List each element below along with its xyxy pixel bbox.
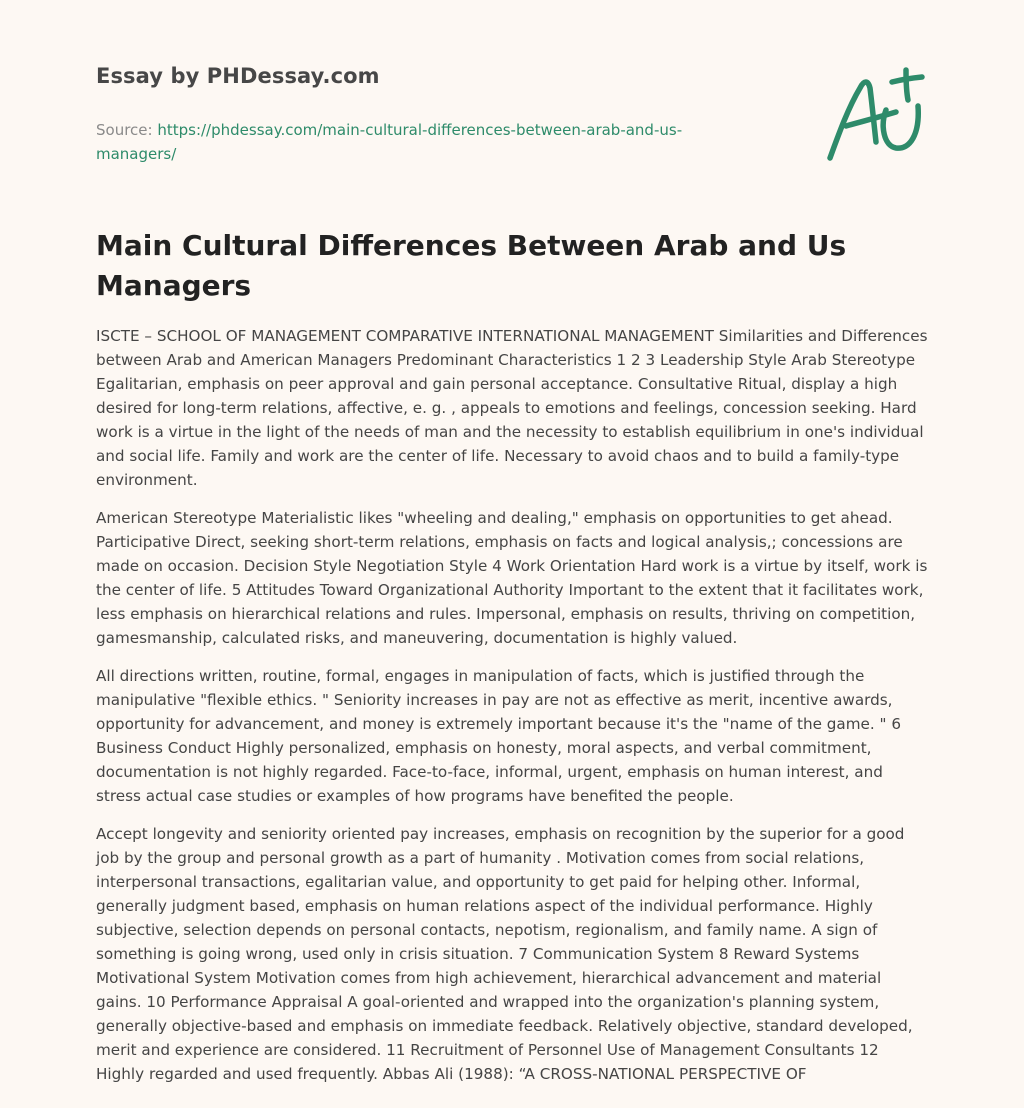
header: [96, 64, 736, 166]
source-link[interactable]: https://phdessay.com/main-cultural-differences-between-arab-and-us-managers/: [96, 121, 683, 163]
article-body: [96, 324, 928, 1100]
source-line: [96, 118, 736, 166]
paragraph: Accept longevity and seniority oriented pay increases, emphasis on recognition by the superior for a good job by the group and personal growth as a part of humanity . Motivation comes from social relations, interpersonal transactions, egalitarian value, and opportunity to get paid for helping other. Informal, generally judgment based, emphasis on human relations aspect of the individual performance. Highly subjective, selection depends on personal contacts, nepotism, regionalism, and family name. A sign of something is going wrong, used only in crisis situation. 7 Communication System 8 Reward Systems Motivational System Motivation comes from high achievement, hierarchical advancement and material gains. 10 Performance Appraisal A goal-oriented and wrapped into the organization's planning system, generally objective-based and emphasis on immediate feedback. Relatively objective, standard developed, merit and experience are considered. 11 Recruitment of Personnel Use of Management Consultants 12 Highly regarded and used frequently. Abbas Ali (1988): “A CROSS-NATIONAL PERSPECTIVE OF: [96, 825, 913, 1083]
a-plus-grade-icon: [820, 66, 930, 166]
article-title: Main Cultural Differences Between Arab and Us Managers: [96, 229, 847, 302]
paragraph: American Stereotype Materialistic likes "wheeling and dealing," emphasis on opportunities to get ahead. Participative Direct, seeking short-term relations, emphasis on facts and logical analysis,; concessions are made on occasion. Decision Style Negotiation Style 4 Work Orientation Hard work is a virtue by itself, work is the center of life. 5 Attitudes Toward Organizational Authority Important to the extent that it facilitates work, less emphasis on hierarchical relations and rules. Impersonal, emphasis on results, thriving on competition, gamesmanship, calculated risks, and maneuvering, documentation is highly valued.: [96, 509, 928, 647]
paragraph: ISCTE – SCHOOL OF MANAGEMENT COMPARATIVE INTERNATIONAL MANAGEMENT Similarities and Differences between Arab and American Managers Predominant Characteristics 1 2 3 Leadership Style Arab Stereotype Egalitarian, emphasis on peer approval and gain personal acceptance. Consultative Ritual, display a high desired for long-term relations, affective, e. g. , appeals to emotions and feelings, concession seeking. Hard work is a virtue in the light of the needs of man and the necessity to establish equilibrium in one's individual and social life. Family and work are the center of life. Necessary to avoid chaos and to build a family-type environment.: [96, 327, 928, 489]
paragraph: All directions written, routine, formal, engages in manipulation of facts, which is justified through the manipulative "flexible ethics. " Seniority increases in pay are not as effective as merit, incentive awards, opportunity for advancement, and money is extremely important because it's the "name of the game. " 6 Business Conduct Highly personalized, emphasis on honesty, moral aspects, and verbal commitment, documentation is not highly regarded. Face-to-face, informal, urgent, emphasis on human interest, and stress actual case studies or examples of how programs have benefited the people.: [96, 667, 902, 805]
site-brand: Essay by PHDessay.com: [96, 64, 380, 88]
source-label: Source:: [96, 121, 158, 139]
